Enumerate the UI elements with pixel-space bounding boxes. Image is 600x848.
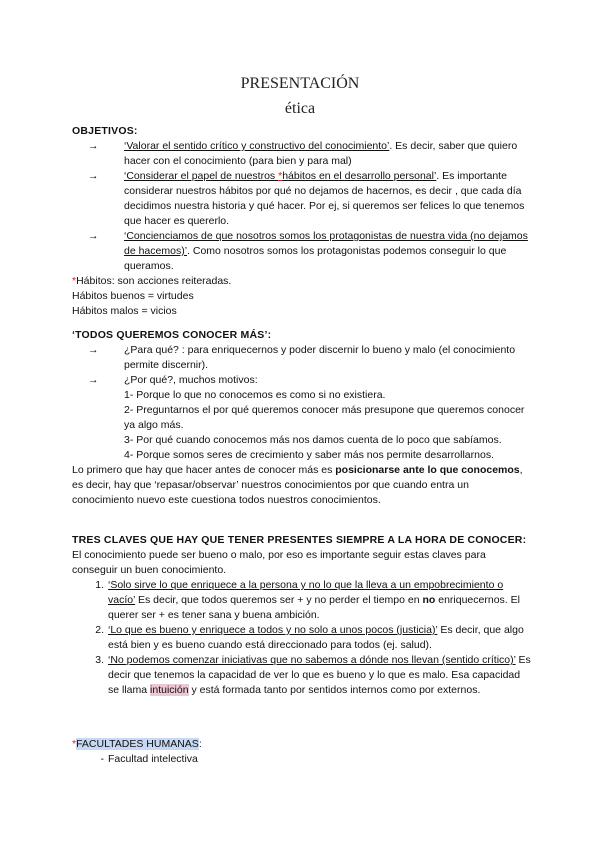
dash-bullet: - — [100, 753, 104, 765]
todos-heading: ‘TODOS QUEREMOS CONOCER MÁS’: — [72, 329, 272, 341]
habitos-bad: Hábitos malos = vicios — [72, 305, 177, 317]
reason-item: 1- Porque lo que no conocemos es como si no existiera. — [124, 389, 386, 401]
todos-paragraph: Lo primero que hay que hacer antes de conocer más es posicionarse ante lo que conocemos, es decir, hay que ‘repasar/observar’ nuestros conocimientos por que cuando entra un conocimiento nuevo este cuestiona todos nuestros conocimientos. — [72, 464, 523, 506]
footnote-star: * — [72, 275, 77, 287]
document-subtitle: ética — [284, 100, 316, 117]
arrow-icon: → — [88, 170, 99, 182]
habitos-good: Hábitos buenos = virtudes — [72, 290, 194, 302]
highlighted-term: intuición — [150, 684, 189, 696]
arrow-icon: → — [88, 374, 99, 386]
facultades-heading: *FACULTADES HUMANAS: — [72, 738, 202, 750]
objetivos-heading: OBJETIVOS: — [72, 125, 138, 137]
list-number: 2. — [95, 624, 104, 636]
todos-section — [72, 328, 532, 508]
list-item: → ‘Considerar el papel de nuestros *hábitos en el desarrollo personal’. Es importante considerar nuestros hábitos por qué no dejamos de hacernos, es decir , que cada día decidimos nuestra historia y qué hacer. Por ej, si queremos ser felices lo que tenemos que hacer es quererlo. — [88, 170, 525, 227]
footnote-star: * — [72, 738, 77, 750]
reason-item: 2- Preguntarnos el por qué queremos conocer más presupone que queremos conocer ya algo más. — [124, 404, 525, 431]
list-item: 1. ‘Solo sirve lo que enriquece a la persona y no lo que la lleva a un empobrecimiento o vacío’ Es decir, que todos queremos ser + y no perder el tiempo en no enriquecernos. El querer ser + es tener sana y buena ambición. — [72, 578, 532, 623]
footnote-star: * — [278, 170, 283, 182]
list-item: 2. ‘Lo que es bueno y enriquece a todos y no solo a unos pocos (justicia)’ Es decir, que algo está bien y es bueno cuando está direccionado para todos (ej. salud). — [72, 623, 532, 653]
arrow-icon: → — [88, 140, 99, 152]
list-item: → ‘Concienciamos de que nosotros somos los protagonistas de nuestra vida (no dejamos de hacemos)’. Como nosotros somos los protagonistas podemos conseguir lo que queramos. — [88, 230, 528, 272]
objetivos-section — [72, 124, 532, 319]
list-item: - Facultad intelectiva — [72, 752, 532, 767]
list-item: → ¿Por qué?, muchos motivos: — [88, 374, 258, 386]
claves-section — [72, 533, 532, 698]
claves-intro: El conocimiento puede ser bueno o malo, por eso es importante seguir estas claves para conseguir un buen conocimiento. — [72, 549, 486, 576]
habitos-note: *Hábitos: son acciones reiteradas. — [72, 275, 232, 287]
reason-item: 3- Por qué cuando conocemos más nos damos cuenta de lo poco que sabíamos. — [124, 434, 502, 446]
list-number: 1. — [95, 579, 104, 591]
claves-heading: TRES CLAVES QUE HAY QUE TENER PRESENTES SIEMPRE A LA HORA DE CONOCER: — [72, 534, 527, 546]
list-item: → ¿Para qué? : para enriquecernos y poder discernir lo bueno y malo (el conocimiento permite discernir). — [88, 344, 516, 371]
document-title: PRESENTACIÓN — [240, 75, 360, 92]
list-number: 3. — [95, 654, 104, 666]
arrow-icon: → — [88, 230, 99, 242]
arrow-icon: → — [88, 344, 99, 356]
list-item: 3. ‘No podemos comenzar iniciativas que no sabemos a dónde nos llevan (sentido crítico)’ Es decir que tenemos la capacidad de ver lo que es bueno y lo que es malo. Esa capacidad se llama intuición y está formada tanto por sentidos internos como por externos. — [72, 653, 532, 698]
list-item: → ‘Valorar el sentido crítico y constructivo del conocimiento’. Es decir, saber que quiero hacer con el conocimiento (para bien y para mal) — [88, 140, 518, 167]
reason-item: 4- Porque somos seres de crecimiento y saber más nos permite desarrollarnos. — [124, 449, 494, 461]
facultades-section — [72, 737, 532, 767]
